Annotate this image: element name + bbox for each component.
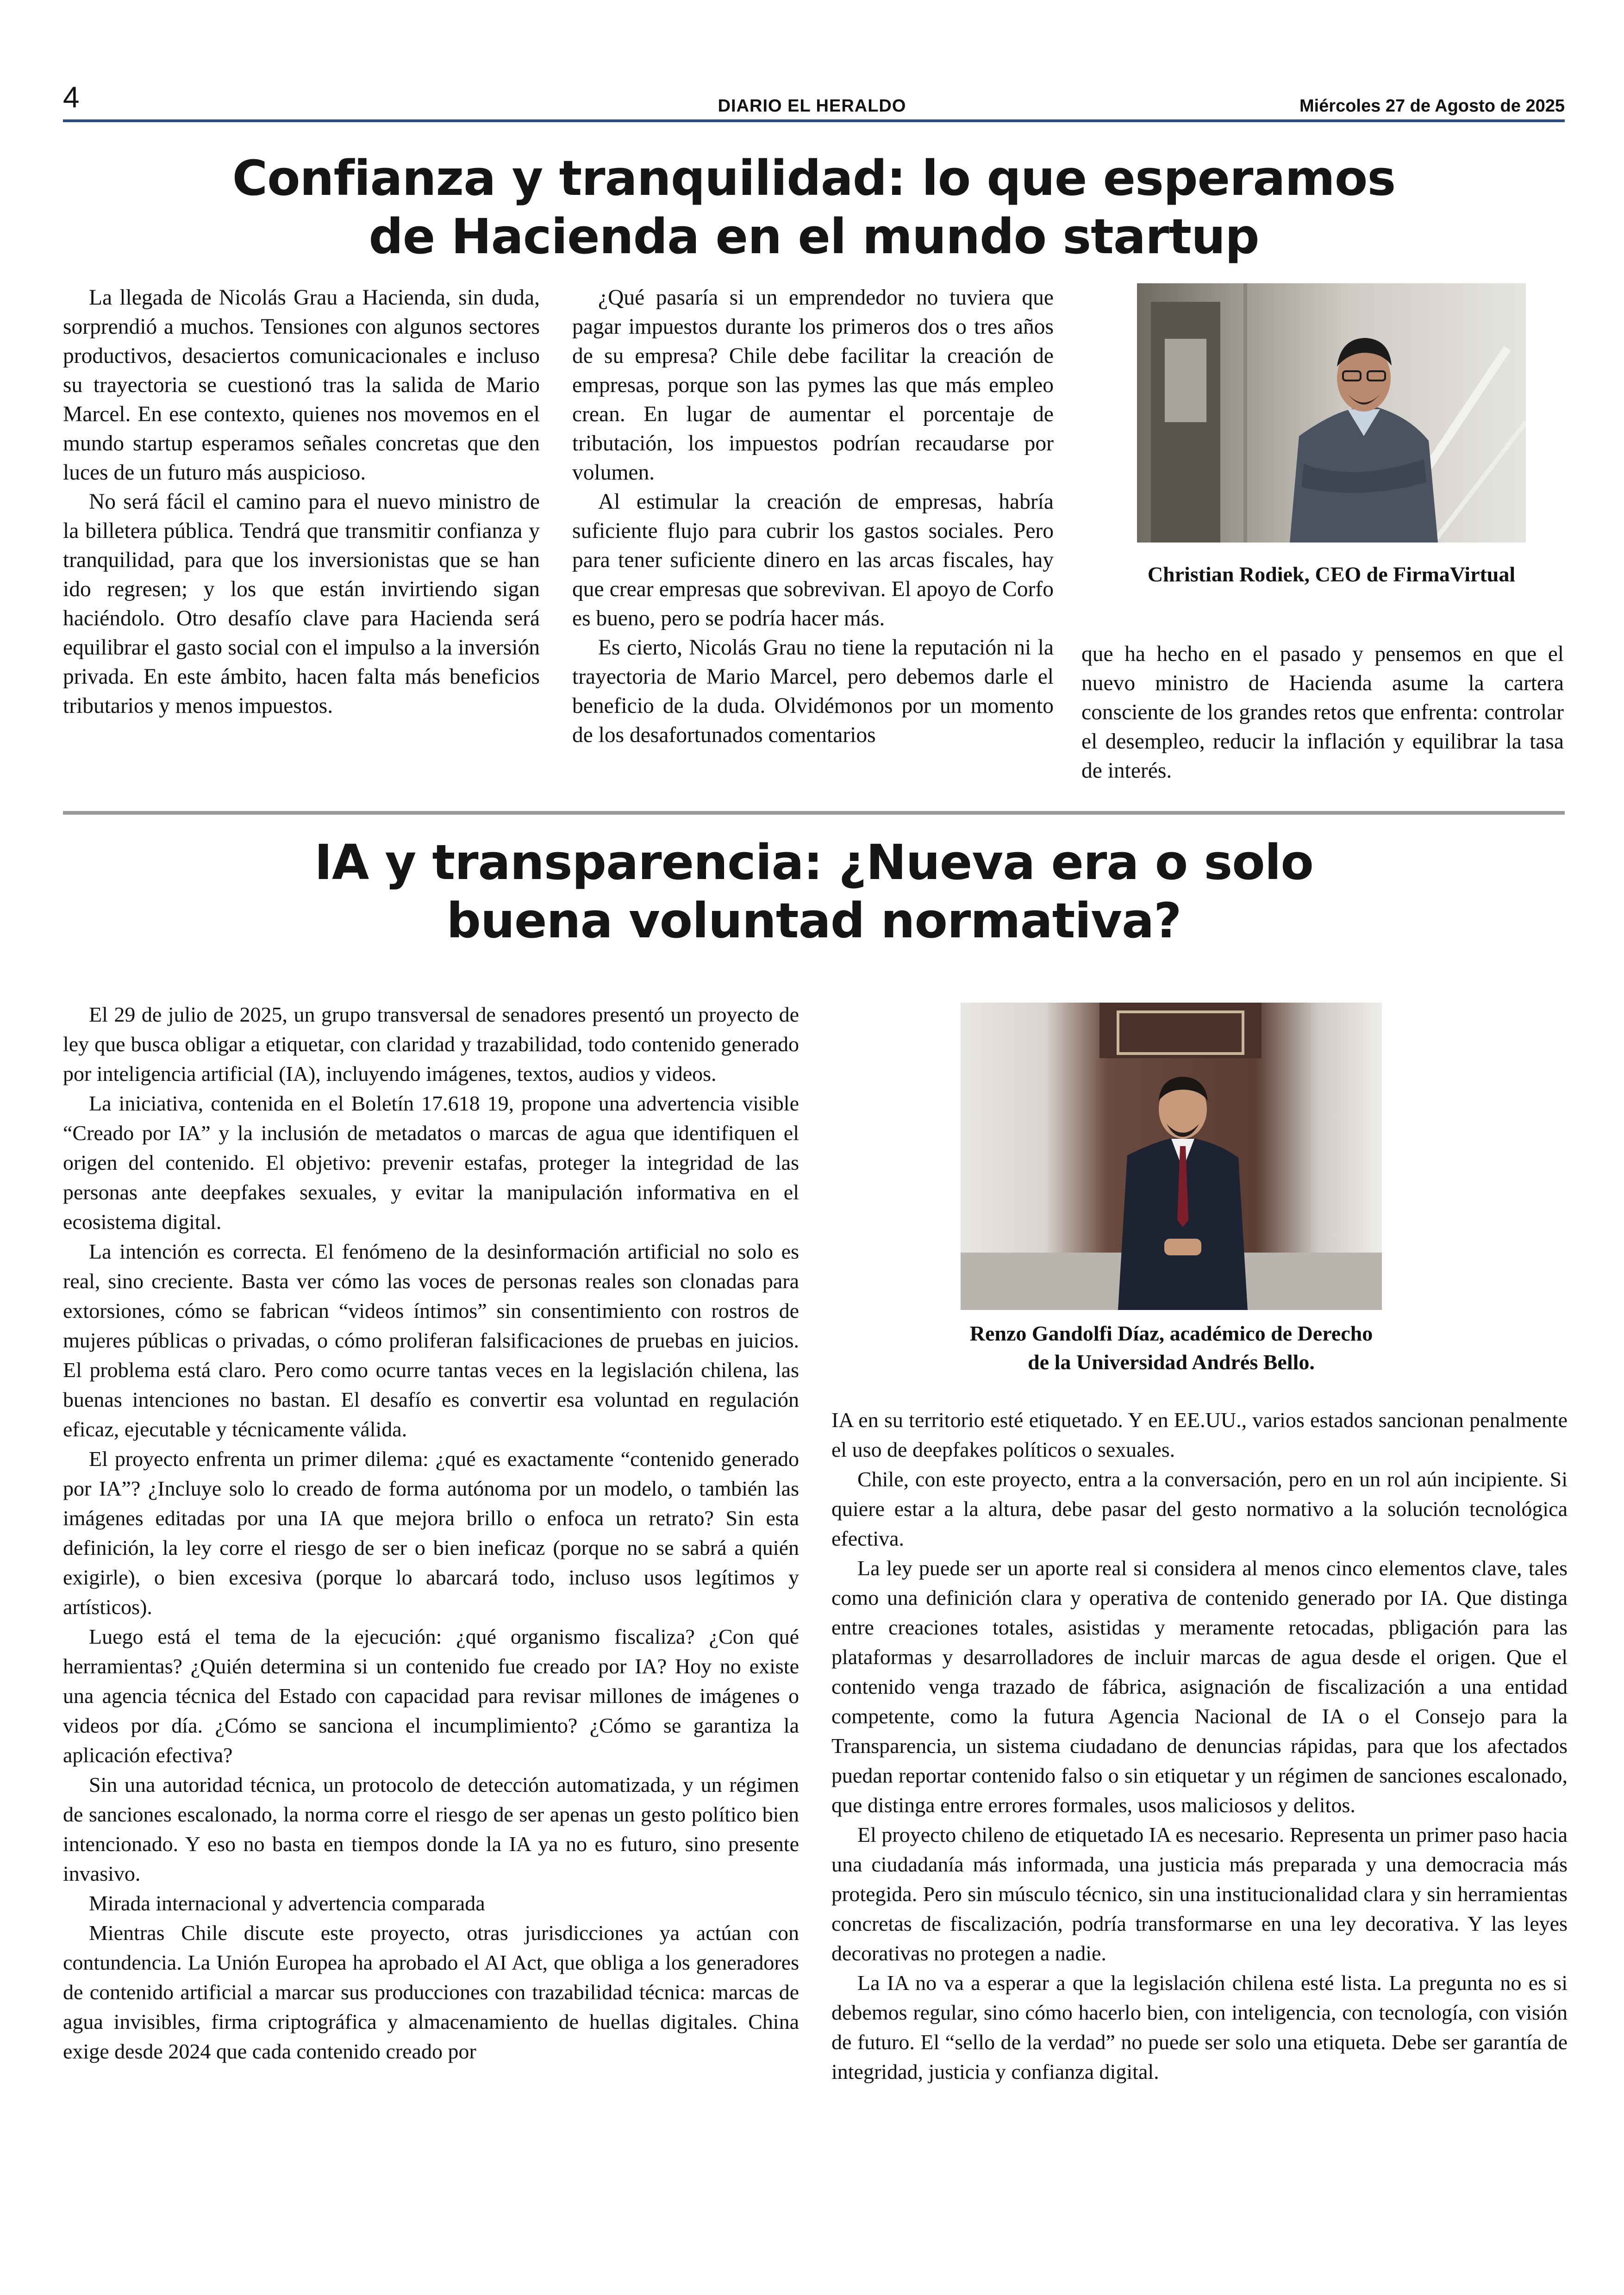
caption-line-1: Renzo Gandolfi Díaz, académico de Derecho bbox=[969, 1322, 1373, 1345]
paragraph: El proyecto enfrenta un primer dilema: ¿qué es exactamente “contenido generado por IA”? ¿Incluye solo lo creado de forma autónoma por un modelo, o también las imágenes editadas por una IA que mejora brillo o enfoca un retrato? Sin esta definición, la ley corre el riesgo de ser o bien ineficaz (porque no se sabrá a quién exigirle), o bien excesiva (porque lo abarcará todo, incluso usos legítimos y artísticos). bbox=[63, 1447, 799, 1619]
section-divider bbox=[63, 811, 1565, 815]
paragraph: El 29 de julio de 2025, un grupo transversal de senadores presentó un proyecto de ley que busca obligar a etiquetar, con claridad y trazabilidad, todo contenido generado por inteligencia artificial (IA), incluyendo imágenes, textos, audios y videos. bbox=[63, 1003, 799, 1085]
article1-column-2 bbox=[572, 283, 1054, 750]
paragraph: Es cierto, Nicolás Grau no tiene la reputación ni la trayectoria de Mario Marcel, pero debemos darle el beneficio de la duda. Olvidémonos por un momento de los desafortunados comentarios bbox=[572, 636, 1054, 747]
paragraph: Chile, con este proyecto, entra a la conversación, pero en un rol aún incipiente. Si quiere estar a la altura, debe pasar del gesto normativo a la solución tecnológica efectiva. bbox=[831, 1467, 1568, 1550]
article2-headline-line2: buena voluntad normativa? bbox=[446, 892, 1181, 949]
article1-column-1 bbox=[63, 283, 540, 721]
paragraph: La iniciativa, contenida en el Boletín 17.618 19, propone una advertencia visible “Creado por IA” y la inclusión de metadatos o marcas de agua que identifiquen el origen del contenido. El objetivo: prevenir estafas, proteger la integridad de las personas ante deepfakes sexuales, y evitar la manipulación informativa en el ecosistema digital. bbox=[63, 1091, 799, 1234]
paragraph: que ha hecho en el pasado y pensemos en que el nuevo ministro de Hacienda asume la cartera consciente de los grandes retos que enfrenta: controlar el desempleo, reducir la inflación y equilibrar la tasa de interés. bbox=[1081, 642, 1564, 783]
paragraph: La IA no va a esperar a que la legislación chilena esté lista. La pregunta no es si debemos regular, sino cómo hacerlo bien, con inteligencia, con tecnología, con visión de futuro. El “sello de la verdad” no puede ser solo una etiqueta. Debe ser garantía de integridad, justicia y confianza digital. bbox=[831, 1971, 1568, 2083]
article1-headline-line2: de Hacienda en el mundo startup bbox=[369, 208, 1259, 265]
paragraph: El proyecto chileno de etiquetado IA es necesario. Representa un primer paso hacia una ciudadanía más informada, una justicia más preparada y una democracia más protegida. Pero sin músculo técnico, sin una institucionalidad clara y sin herramientas concretas de fiscalización, podría transformarse en una ley decorativa. Y las leyes decorativas no protegen a nadie. bbox=[831, 1823, 1568, 1965]
newspaper-name: DIARIO EL HERALDO bbox=[718, 96, 906, 116]
renzo-gandolfi-photo bbox=[961, 1003, 1382, 1310]
paragraph: Al estimular la creación de empresas, habría suficiente flujo para cubrir los gastos sociales. Pero para tener suficiente dinero en las arcas fiscales, hay que crear empresas que sobrevivan. El apoyo de Corfo es bueno, pero se podría hacer más. bbox=[572, 490, 1054, 630]
caption-line-2: de la Universidad Andrés Bello. bbox=[1028, 1350, 1315, 1374]
renzo-gandolfi-caption bbox=[891, 1319, 1451, 1377]
publication-date: Miércoles 27 de Agosto de 2025 bbox=[1299, 96, 1565, 116]
christian-rodiek-photo bbox=[1137, 283, 1526, 543]
article2-column-1 bbox=[63, 1000, 799, 2066]
portrait-illustration bbox=[961, 1003, 1382, 1310]
page-number: 4 bbox=[63, 81, 80, 114]
paragraph: Luego está el tema de la ejecución: ¿qué organismo fiscaliza? ¿Con qué herramientas? ¿Quién determina si un contenido fue creado por IA? Hoy no existe una agencia técnica del Estado con capacidad para revisar millones de imágenes o videos por día. ¿Cómo se sanciona el incumplimiento? ¿Cómo se garantiza la aplicación efectiva? bbox=[63, 1625, 799, 1767]
paragraph: La llegada de Nicolás Grau a Hacienda, sin duda, sorprendió a muchos. Tensiones con algunos sectores productivos, desaciertos comunicacionales e incluso su trayectoria se cuestionó tras la salida de Mario Marcel. En ese contexto, quienes nos movemos en el mundo startup esperamos señales concretas que den luces de un futuro más auspicioso. bbox=[63, 286, 540, 485]
article1-headline-line1: Confianza y tranquilidad: lo que esperamos bbox=[232, 150, 1396, 206]
article1-column-3 bbox=[1081, 640, 1564, 786]
paragraph: No será fácil el camino para el nuevo ministro de la billetera pública. Tendrá que transmitir confianza y tranquilidad, para que los inversionistas que se han ido regresen; y los que están invirtiendo sigan haciéndolo. Otro desafío clave para Hacienda será equilibrar el gasto social con el impulso a la inversión privada. En este ámbito, hacen falta más beneficios tributarios y menos impuestos. bbox=[63, 490, 540, 718]
paragraph: Sin una autoridad técnica, un protocolo de detección automatizada, y un régimen de sanciones escalonado, la norma corre el riesgo de ser apenas un gesto político bien intencionado. Y eso no basta en tiempos donde la IA ya no es futuro, sino presente invasivo. bbox=[63, 1773, 799, 1885]
paragraph: Mientras Chile discute este proyecto, otras jurisdicciones ya actúan con contundencia. La Unión Europea ha aprobado el AI Act, que obliga a los generadores de contenido artificial a marcar sus producciones con trazabilidad técnica: marcas de agua invisibles, firma criptográfica y almacenamiento de huellas digitales. China exige desde 2024 que cada contenido creado por bbox=[63, 1921, 799, 2063]
article2-column-2 bbox=[831, 1405, 1568, 2087]
article1-headline bbox=[63, 149, 1565, 266]
paragraph: La intención es correcta. El fenómeno de la desinformación artificial no solo es real, sino creciente. Basta ver cómo las voces de personas reales son clonadas para extorsiones, cómo se fabrican “videos íntimos” sin consentimiento con rostros de mujeres públicas o privadas, o cómo proliferan falsificaciones de pruebas en juicios. El problema está claro. Pero como ocurre tantas veces en la legislación chilena, las buenas intenciones no bastan. El desafío es convertir esa voluntad en regulación eficaz, ejecutable y técnicamente válida. bbox=[63, 1240, 799, 1441]
subheading: Mirada internacional y advertencia comparada bbox=[89, 1891, 485, 1915]
paragraph: ¿Qué pasaría si un emprendedor no tuviera que pagar impuestos durante los primeros dos o tres años de su empresa? Chile debe facilitar la creación de empresas, porque son las pymes las que más empleo crean. En lugar de aumentar el porcentaje de tributación, los impuestos podrían recaudarse por volumen. bbox=[572, 286, 1054, 485]
header-divider bbox=[63, 119, 1565, 122]
portrait-illustration bbox=[1137, 283, 1526, 543]
christian-rodiek-caption: Christian Rodiek, CEO de FirmaVirtual bbox=[1147, 562, 1516, 586]
paragraph: La ley puede ser un aporte real si considera al menos cinco elementos clave, tales como una definición clara y operativa de contenido generado por IA. Que distinga entre creaciones totales, asistidas y meramente retocadas, pbligación para las plataformas y desarrolladores de incluir marcas de agua desde el origen. Que el contenido venga trazado de fábrica, asignación de fiscalización a una entidad competente, como la futura Agencia Nacional de IA o el Consejo para la Transparencia, un sistema ciudadano de denuncias rápidas, para que los afectados puedan reportar contenido falso o sin etiquetar y un régimen de sanciones escalonado, que distinga entre errores formales, usos maliciosos y delitos. bbox=[831, 1556, 1568, 1817]
article2-headline-line1: IA y transparencia: ¿Nueva era o solo bbox=[314, 834, 1313, 891]
paragraph: IA en su territorio esté etiquetado. Y en EE.UU., varios estados sancionan penalmente el uso de deepfakes políticos o sexuales. bbox=[831, 1408, 1568, 1461]
article2-headline bbox=[63, 833, 1565, 950]
